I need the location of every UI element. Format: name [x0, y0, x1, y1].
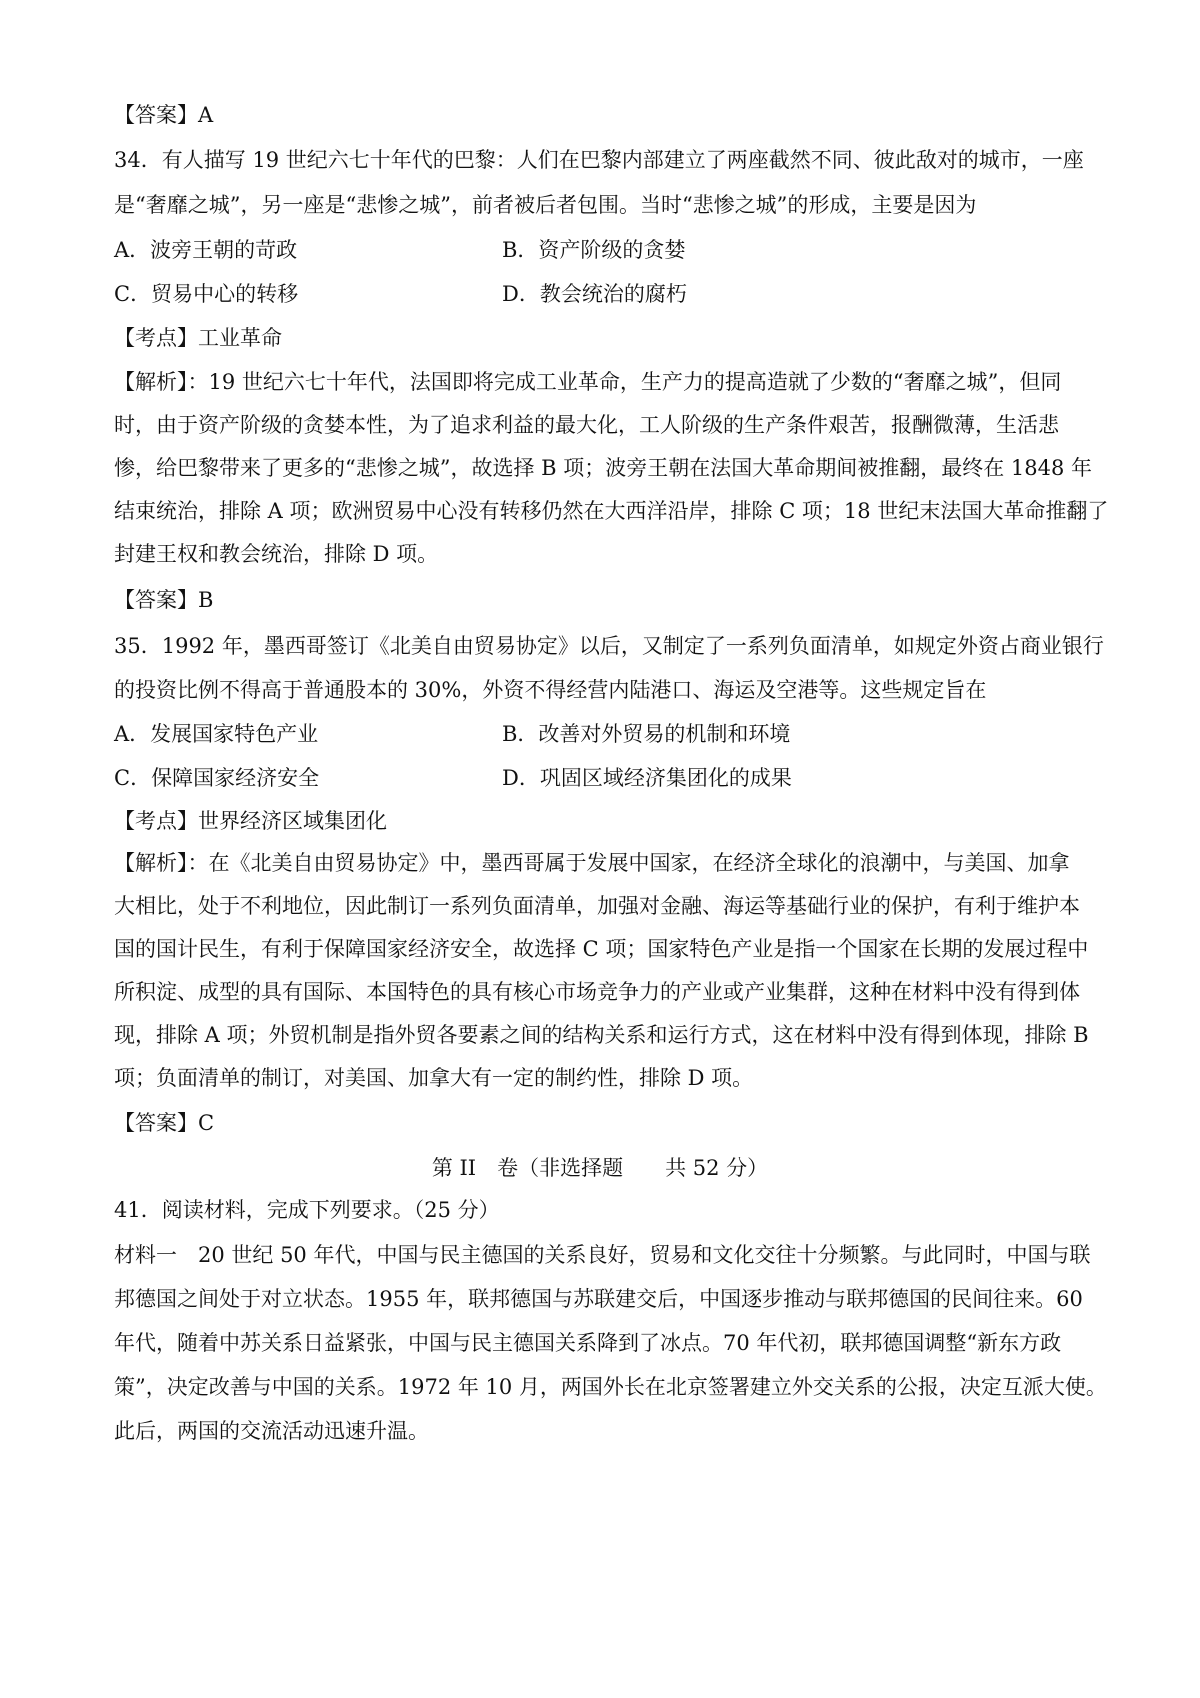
q35-jiexi-line-3: 国的国计民生，有利于保障国家经济安全，故选择 C 项；国家特色产业是指一个国家在长期的发展过程中	[114, 937, 1089, 961]
q35-kaodian: 【考点】世界经济区域集团化	[114, 809, 387, 833]
q41-material-line-2: 邦德国之间处于对立状态。1955 年，联邦德国与苏联建交后，中国逐步推动与联邦德国的民间往来。60	[114, 1287, 1083, 1311]
q34-jiexi-line-3: 惨，给巴黎带来了更多的“悲惨之城”，故选择 B 项；波旁王朝在法国大革命期间被推翻，最终在 1848 年	[114, 456, 1093, 480]
q35-answer: 【答案】C	[114, 1111, 215, 1135]
q35-jiexi-line-4: 所积淀、成型的具有国际、本国特色的具有核心市场竞争力的产业或产业集群，这种在材料中没有得到体	[114, 980, 1080, 1004]
q41-material-line-4: 策”，决定改善与中国的关系。1972 年 10 月，两国外长在北京签署建立外交关系的公报，决定互派大使。	[114, 1375, 1107, 1399]
q34-option-b: B．资产阶级的贪婪	[502, 238, 686, 262]
q34-jiexi-line-5: 封建王权和教会统治，排除 D 项。	[114, 542, 439, 566]
q34-jiexi-line-1: 【解析】：19 世纪六七十年代，法国即将完成工业革命，生产力的提高造就了少数的“奢靡之城”，但同	[114, 370, 1062, 394]
q35-jiexi-line-5: 现，排除 A 项；外贸机制是指外贸各要素之间的结构关系和运行方式，这在材料中没有得到体现，排除 B	[114, 1023, 1089, 1047]
q34-stem-line-2: 是“奢靡之城”，另一座是“悲惨之城”，前者被后者包围。当时“悲惨之城”的形成，主要是因为	[114, 193, 977, 217]
q35-option-a: A．发展国家特色产业	[114, 722, 319, 746]
q34-answer: 【答案】B	[114, 588, 214, 612]
q34-jiexi-line-2: 时，由于资产阶级的贪婪本性，为了追求利益的最大化，工人阶级的生产条件艰苦，报酬微薄，生活悲	[114, 413, 1059, 437]
q34-option-d: D．教会统治的腐朽	[502, 282, 687, 306]
q33-answer: 【答案】A	[114, 103, 214, 127]
q35-option-d: D．巩固区域经济集团化的成果	[502, 766, 792, 790]
q35-jiexi-line-6: 项；负面清单的制订，对美国、加拿大有一定的制约性，排除 D 项。	[114, 1066, 754, 1090]
q34-option-c: C．贸易中心的转移	[114, 282, 299, 306]
q35-jiexi-line-1: 【解析】：在《北美自由贸易协定》中，墨西哥属于发展中国家，在经济全球化的浪潮中，与美国、加拿	[114, 851, 1070, 875]
q41-material-line-1: 材料一 20 世纪 50 年代，中国与民主德国的关系良好，贸易和文化交往十分频繁。与此同时，中国与联	[114, 1243, 1091, 1267]
q41-material-line-5: 此后，两国的交流活动迅速升温。	[114, 1419, 429, 1443]
q34-option-a: A．波旁王朝的苛政	[114, 238, 298, 262]
q34-stem-line-1: 34．有人描写 19 世纪六七十年代的巴黎：人们在巴黎内部建立了两座截然不同、彼此敌对的城市，一座	[114, 148, 1084, 172]
q35-option-c: C．保障国家经济安全	[114, 766, 320, 790]
q41-stem: 41．阅读材料，完成下列要求。（25 分）	[114, 1198, 500, 1222]
q35-stem-line-2: 的投资比例不得高于普通股本的 30%，外资不得经营内陆港口、海运及空港等。这些规定旨在	[114, 678, 987, 702]
q34-jiexi-line-4: 结束统治，排除 A 项；欧洲贸易中心没有转移仍然在大西洋沿岸，排除 C 项；18 世纪末法国大革命推翻了	[114, 499, 1109, 523]
q34-kaodian: 【考点】工业革命	[114, 326, 282, 350]
q35-jiexi-line-2: 大相比，处于不利地位，因此制订一系列负面清单，加强对金融、海运等基础行业的保护，有利于维护本	[114, 894, 1080, 918]
q41-material-line-3: 年代，随着中苏关系日益紧张，中国与民主德国关系降到了冰点。70 年代初，联邦德国调整“新东方政	[114, 1331, 1062, 1355]
q35-option-b: B．改善对外贸易的机制和环境	[502, 722, 791, 746]
q35-stem-line-1: 35．1992 年，墨西哥签订《北美自由贸易协定》以后，又制定了一系列负面清单，如规定外资占商业银行	[114, 634, 1104, 658]
section-title: 第 II 卷（非选择题 共 52 分）	[431, 1156, 769, 1180]
